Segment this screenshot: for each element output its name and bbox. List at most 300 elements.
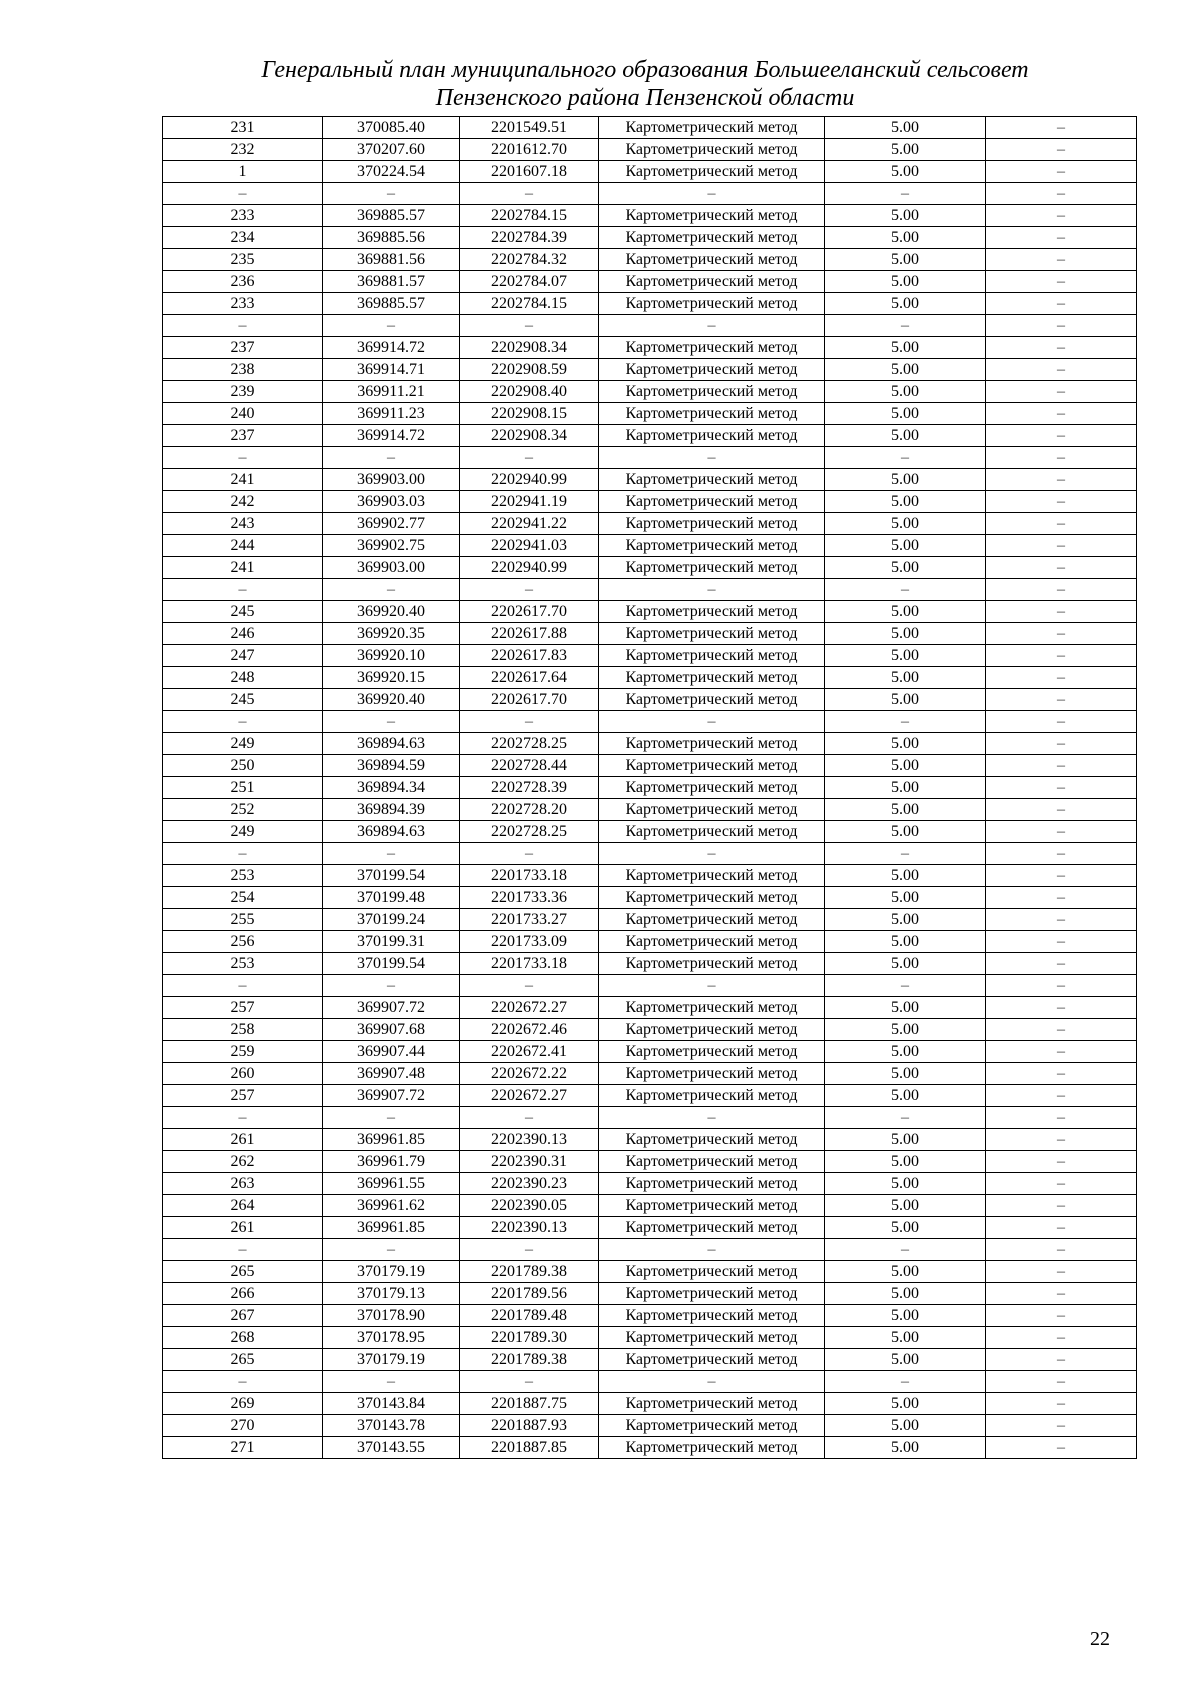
point-number-cell: 238 <box>163 359 323 381</box>
method-cell: Картометрический метод <box>599 1129 825 1151</box>
method-cell: Картометрический метод <box>599 645 825 667</box>
description-cell: – <box>986 579 1137 601</box>
point-number-cell: 261 <box>163 1217 323 1239</box>
x-coordinate-cell: 370143.78 <box>323 1415 460 1437</box>
table-row <box>163 1305 1137 1327</box>
point-number-cell: – <box>163 1371 323 1393</box>
table-row <box>163 1129 1137 1151</box>
table-row <box>163 645 1137 667</box>
method-cell: – <box>599 711 825 733</box>
table-row <box>163 711 1137 733</box>
description-cell: – <box>986 381 1137 403</box>
table-row <box>163 447 1137 469</box>
y-coordinate-cell: – <box>460 1371 599 1393</box>
point-number-cell: 251 <box>163 777 323 799</box>
description-cell: – <box>986 1305 1137 1327</box>
point-number-cell: 265 <box>163 1261 323 1283</box>
table-row <box>163 799 1137 821</box>
description-cell: – <box>986 623 1137 645</box>
accuracy-cell: 5.00 <box>825 491 986 513</box>
accuracy-cell: 5.00 <box>825 931 986 953</box>
y-coordinate-cell: 2202941.03 <box>460 535 599 557</box>
accuracy-cell: 5.00 <box>825 381 986 403</box>
accuracy-cell: 5.00 <box>825 623 986 645</box>
description-cell: – <box>986 1349 1137 1371</box>
x-coordinate-cell: 369894.63 <box>323 821 460 843</box>
method-cell: Картометрический метод <box>599 1327 825 1349</box>
method-cell: Картометрический метод <box>599 755 825 777</box>
x-coordinate-cell: – <box>323 183 460 205</box>
table-row <box>163 1327 1137 1349</box>
accuracy-cell: 5.00 <box>825 601 986 623</box>
description-cell: – <box>986 557 1137 579</box>
table-row <box>163 887 1137 909</box>
method-cell: Картометрический метод <box>599 557 825 579</box>
method-cell: Картометрический метод <box>599 777 825 799</box>
point-number-cell: – <box>163 711 323 733</box>
y-coordinate-cell: – <box>460 315 599 337</box>
y-coordinate-cell: 2201887.85 <box>460 1437 599 1459</box>
accuracy-cell: 5.00 <box>825 425 986 447</box>
table-row <box>163 601 1137 623</box>
y-coordinate-cell: 2202784.15 <box>460 293 599 315</box>
y-coordinate-cell: 2202390.31 <box>460 1151 599 1173</box>
table-row <box>163 909 1137 931</box>
method-cell: Картометрический метод <box>599 997 825 1019</box>
point-number-cell: 248 <box>163 667 323 689</box>
y-coordinate-cell: 2202617.88 <box>460 623 599 645</box>
table-row <box>163 1371 1137 1393</box>
table-row <box>163 1393 1137 1415</box>
point-number-cell: 255 <box>163 909 323 931</box>
x-coordinate-cell: 369885.57 <box>323 205 460 227</box>
y-coordinate-cell: 2202390.23 <box>460 1173 599 1195</box>
table-row <box>163 1151 1137 1173</box>
point-number-cell: 233 <box>163 205 323 227</box>
method-cell: Картометрический метод <box>599 887 825 909</box>
x-coordinate-cell: 370199.24 <box>323 909 460 931</box>
x-coordinate-cell: 370085.40 <box>323 117 460 139</box>
description-cell: – <box>986 953 1137 975</box>
y-coordinate-cell: 2202940.99 <box>460 469 599 491</box>
y-coordinate-cell: 2201612.70 <box>460 139 599 161</box>
point-number-cell: 236 <box>163 271 323 293</box>
accuracy-cell: 5.00 <box>825 909 986 931</box>
x-coordinate-cell: 370207.60 <box>323 139 460 161</box>
x-coordinate-cell: 370143.84 <box>323 1393 460 1415</box>
x-coordinate-cell: 369907.72 <box>323 1085 460 1107</box>
description-cell: – <box>986 975 1137 997</box>
x-coordinate-cell: – <box>323 579 460 601</box>
accuracy-cell: 5.00 <box>825 403 986 425</box>
description-cell: – <box>986 865 1137 887</box>
accuracy-cell: 5.00 <box>825 1261 986 1283</box>
accuracy-cell: – <box>825 315 986 337</box>
description-cell: – <box>986 1063 1137 1085</box>
accuracy-cell: 5.00 <box>825 667 986 689</box>
x-coordinate-cell: – <box>323 843 460 865</box>
table-row <box>163 667 1137 689</box>
accuracy-cell: 5.00 <box>825 337 986 359</box>
description-cell: – <box>986 447 1137 469</box>
method-cell: Картометрический метод <box>599 909 825 931</box>
x-coordinate-cell: 369920.15 <box>323 667 460 689</box>
table-row <box>163 183 1137 205</box>
x-coordinate-cell: 369903.00 <box>323 469 460 491</box>
table-row <box>163 733 1137 755</box>
point-number-cell: 253 <box>163 865 323 887</box>
table-row <box>163 1107 1137 1129</box>
description-cell: – <box>986 1019 1137 1041</box>
y-coordinate-cell: 2202784.15 <box>460 205 599 227</box>
point-number-cell: 250 <box>163 755 323 777</box>
accuracy-cell: 5.00 <box>825 645 986 667</box>
table-row <box>163 249 1137 271</box>
table-row <box>163 1063 1137 1085</box>
point-number-cell: – <box>163 579 323 601</box>
method-cell: Картометрический метод <box>599 469 825 491</box>
table-row <box>163 139 1137 161</box>
table-row <box>163 821 1137 843</box>
point-number-cell: 237 <box>163 337 323 359</box>
method-cell: Картометрический метод <box>599 689 825 711</box>
accuracy-cell: 5.00 <box>825 777 986 799</box>
accuracy-cell: 5.00 <box>825 1041 986 1063</box>
method-cell: Картометрический метод <box>599 381 825 403</box>
description-cell: – <box>986 755 1137 777</box>
point-number-cell: – <box>163 315 323 337</box>
description-cell: – <box>986 909 1137 931</box>
accuracy-cell: 5.00 <box>825 953 986 975</box>
accuracy-cell: 5.00 <box>825 1327 986 1349</box>
accuracy-cell: 5.00 <box>825 1415 986 1437</box>
table-row <box>163 1217 1137 1239</box>
accuracy-cell: 5.00 <box>825 359 986 381</box>
accuracy-cell: 5.00 <box>825 1195 986 1217</box>
point-number-cell: 264 <box>163 1195 323 1217</box>
point-number-cell: 265 <box>163 1349 323 1371</box>
y-coordinate-cell: 2201733.09 <box>460 931 599 953</box>
y-coordinate-cell: 2201733.27 <box>460 909 599 931</box>
method-cell: Картометрический метод <box>599 953 825 975</box>
point-number-cell: 239 <box>163 381 323 403</box>
x-coordinate-cell: 369894.39 <box>323 799 460 821</box>
y-coordinate-cell: 2202672.27 <box>460 1085 599 1107</box>
point-number-cell: 241 <box>163 469 323 491</box>
accuracy-cell: – <box>825 843 986 865</box>
y-coordinate-cell: 2202908.34 <box>460 337 599 359</box>
x-coordinate-cell: 369907.48 <box>323 1063 460 1085</box>
y-coordinate-cell: 2201887.93 <box>460 1415 599 1437</box>
x-coordinate-cell: 370199.54 <box>323 953 460 975</box>
accuracy-cell: 5.00 <box>825 1019 986 1041</box>
point-number-cell: 257 <box>163 997 323 1019</box>
x-coordinate-cell: 369907.72 <box>323 997 460 1019</box>
description-cell: – <box>986 1239 1137 1261</box>
point-number-cell: – <box>163 843 323 865</box>
description-cell: – <box>986 887 1137 909</box>
description-cell: – <box>986 1129 1137 1151</box>
x-coordinate-cell: 370178.90 <box>323 1305 460 1327</box>
method-cell: – <box>599 1107 825 1129</box>
y-coordinate-cell: – <box>460 447 599 469</box>
description-cell: – <box>986 293 1137 315</box>
description-cell: – <box>986 117 1137 139</box>
description-cell: – <box>986 1107 1137 1129</box>
x-coordinate-cell: 370199.48 <box>323 887 460 909</box>
accuracy-cell: 5.00 <box>825 227 986 249</box>
accuracy-cell: 5.00 <box>825 1085 986 1107</box>
point-number-cell: 241 <box>163 557 323 579</box>
description-cell: – <box>986 1283 1137 1305</box>
y-coordinate-cell: 2202941.19 <box>460 491 599 513</box>
method-cell: Картометрический метод <box>599 1349 825 1371</box>
table-row <box>163 623 1137 645</box>
y-coordinate-cell: 2202617.64 <box>460 667 599 689</box>
point-number-cell: 254 <box>163 887 323 909</box>
point-number-cell: 240 <box>163 403 323 425</box>
y-coordinate-cell: 2202617.70 <box>460 689 599 711</box>
description-cell: – <box>986 271 1137 293</box>
page-number: 22 <box>1090 1628 1110 1650</box>
y-coordinate-cell: 2202941.22 <box>460 513 599 535</box>
table-row <box>163 1261 1137 1283</box>
method-cell: Картометрический метод <box>599 359 825 381</box>
method-cell: Картометрический метод <box>599 1195 825 1217</box>
y-coordinate-cell: 2202728.25 <box>460 821 599 843</box>
y-coordinate-cell: – <box>460 183 599 205</box>
y-coordinate-cell: – <box>460 579 599 601</box>
accuracy-cell: – <box>825 447 986 469</box>
method-cell: Картометрический метод <box>599 1085 825 1107</box>
accuracy-cell: 5.00 <box>825 887 986 909</box>
x-coordinate-cell: – <box>323 1107 460 1129</box>
table-row <box>163 755 1137 777</box>
y-coordinate-cell: – <box>460 975 599 997</box>
y-coordinate-cell: 2202784.32 <box>460 249 599 271</box>
method-cell: Картометрический метод <box>599 931 825 953</box>
table-row <box>163 161 1137 183</box>
table-row <box>163 1283 1137 1305</box>
x-coordinate-cell: 369920.40 <box>323 601 460 623</box>
accuracy-cell: – <box>825 1371 986 1393</box>
y-coordinate-cell: 2201887.75 <box>460 1393 599 1415</box>
table-row <box>163 359 1137 381</box>
point-number-cell: 259 <box>163 1041 323 1063</box>
description-cell: – <box>986 227 1137 249</box>
table-row <box>163 205 1137 227</box>
method-cell: Картометрический метод <box>599 337 825 359</box>
description-cell: – <box>986 1371 1137 1393</box>
x-coordinate-cell: 369894.63 <box>323 733 460 755</box>
method-cell: – <box>599 843 825 865</box>
method-cell: Картометрический метод <box>599 1415 825 1437</box>
method-cell: Картометрический метод <box>599 161 825 183</box>
description-cell: – <box>986 1151 1137 1173</box>
accuracy-cell: 5.00 <box>825 1349 986 1371</box>
table-row <box>163 865 1137 887</box>
x-coordinate-cell: 370179.13 <box>323 1283 460 1305</box>
method-cell: – <box>599 975 825 997</box>
description-cell: – <box>986 403 1137 425</box>
y-coordinate-cell: 2202728.44 <box>460 755 599 777</box>
point-number-cell: – <box>163 1239 323 1261</box>
x-coordinate-cell: 369894.59 <box>323 755 460 777</box>
method-cell: Картометрический метод <box>599 865 825 887</box>
x-coordinate-cell: 369961.85 <box>323 1217 460 1239</box>
x-coordinate-cell: – <box>323 447 460 469</box>
y-coordinate-cell: 2201733.36 <box>460 887 599 909</box>
accuracy-cell: – <box>825 579 986 601</box>
coordinates-table <box>162 116 1137 1459</box>
accuracy-cell: 5.00 <box>825 755 986 777</box>
point-number-cell: 271 <box>163 1437 323 1459</box>
y-coordinate-cell: 2202617.70 <box>460 601 599 623</box>
accuracy-cell: 5.00 <box>825 1151 986 1173</box>
x-coordinate-cell: 369914.71 <box>323 359 460 381</box>
description-cell: – <box>986 1217 1137 1239</box>
x-coordinate-cell: 370179.19 <box>323 1261 460 1283</box>
x-coordinate-cell: 370143.55 <box>323 1437 460 1459</box>
description-cell: – <box>986 491 1137 513</box>
point-number-cell: 270 <box>163 1415 323 1437</box>
accuracy-cell: 5.00 <box>825 821 986 843</box>
point-number-cell: 266 <box>163 1283 323 1305</box>
point-number-cell: 249 <box>163 733 323 755</box>
description-cell: – <box>986 425 1137 447</box>
table-row <box>163 953 1137 975</box>
document-header <box>160 56 1130 112</box>
method-cell: Картометрический метод <box>599 1393 825 1415</box>
description-cell: – <box>986 1041 1137 1063</box>
table-row <box>163 557 1137 579</box>
method-cell: Картометрический метод <box>599 601 825 623</box>
method-cell: Картометрический метод <box>599 1437 825 1459</box>
y-coordinate-cell: 2202908.34 <box>460 425 599 447</box>
method-cell: Картометрический метод <box>599 139 825 161</box>
accuracy-cell: 5.00 <box>825 249 986 271</box>
point-number-cell: 231 <box>163 117 323 139</box>
description-cell: – <box>986 249 1137 271</box>
method-cell: Картометрический метод <box>599 1305 825 1327</box>
description-cell: – <box>986 931 1137 953</box>
method-cell: Картометрический метод <box>599 623 825 645</box>
table-row <box>163 337 1137 359</box>
point-number-cell: – <box>163 447 323 469</box>
accuracy-cell: 5.00 <box>825 1437 986 1459</box>
point-number-cell: 269 <box>163 1393 323 1415</box>
description-cell: – <box>986 359 1137 381</box>
point-number-cell: 245 <box>163 601 323 623</box>
table-row <box>163 1349 1137 1371</box>
x-coordinate-cell: 369885.56 <box>323 227 460 249</box>
accuracy-cell: 5.00 <box>825 513 986 535</box>
description-cell: – <box>986 645 1137 667</box>
x-coordinate-cell: 369920.10 <box>323 645 460 667</box>
table-row <box>163 689 1137 711</box>
description-cell: – <box>986 535 1137 557</box>
description-cell: – <box>986 733 1137 755</box>
table-row <box>163 403 1137 425</box>
y-coordinate-cell: 2202784.39 <box>460 227 599 249</box>
point-number-cell: 242 <box>163 491 323 513</box>
table-row <box>163 381 1137 403</box>
description-cell: – <box>986 821 1137 843</box>
method-cell: Картометрический метод <box>599 403 825 425</box>
table-row <box>163 579 1137 601</box>
table-row <box>163 315 1137 337</box>
method-cell: Картометрический метод <box>599 1173 825 1195</box>
x-coordinate-cell: 370179.19 <box>323 1349 460 1371</box>
accuracy-cell: 5.00 <box>825 997 986 1019</box>
point-number-cell: 252 <box>163 799 323 821</box>
method-cell: – <box>599 1239 825 1261</box>
y-coordinate-cell: 2202728.39 <box>460 777 599 799</box>
x-coordinate-cell: 369961.62 <box>323 1195 460 1217</box>
description-cell: – <box>986 337 1137 359</box>
y-coordinate-cell: – <box>460 711 599 733</box>
accuracy-cell: 5.00 <box>825 865 986 887</box>
description-cell: – <box>986 997 1137 1019</box>
accuracy-cell: 5.00 <box>825 1217 986 1239</box>
accuracy-cell: – <box>825 975 986 997</box>
y-coordinate-cell: 2202908.59 <box>460 359 599 381</box>
x-coordinate-cell: 369911.21 <box>323 381 460 403</box>
table-row <box>163 997 1137 1019</box>
table-row <box>163 227 1137 249</box>
table-row <box>163 535 1137 557</box>
point-number-cell: 258 <box>163 1019 323 1041</box>
y-coordinate-cell: 2201789.56 <box>460 1283 599 1305</box>
x-coordinate-cell: 369907.68 <box>323 1019 460 1041</box>
accuracy-cell: – <box>825 1239 986 1261</box>
y-coordinate-cell: 2202728.20 <box>460 799 599 821</box>
accuracy-cell: 5.00 <box>825 689 986 711</box>
description-cell: – <box>986 843 1137 865</box>
y-coordinate-cell: 2202617.83 <box>460 645 599 667</box>
accuracy-cell: 5.00 <box>825 205 986 227</box>
table-row <box>163 1239 1137 1261</box>
x-coordinate-cell: 370199.54 <box>323 865 460 887</box>
accuracy-cell: 5.00 <box>825 271 986 293</box>
accuracy-cell: 5.00 <box>825 117 986 139</box>
point-number-cell: – <box>163 183 323 205</box>
x-coordinate-cell: 369961.79 <box>323 1151 460 1173</box>
point-number-cell: 256 <box>163 931 323 953</box>
method-cell: Картометрический метод <box>599 1217 825 1239</box>
accuracy-cell: 5.00 <box>825 1063 986 1085</box>
table-row <box>163 1173 1137 1195</box>
method-cell: Картометрический метод <box>599 205 825 227</box>
point-number-cell: 253 <box>163 953 323 975</box>
x-coordinate-cell: 369961.85 <box>323 1129 460 1151</box>
x-coordinate-cell: 369907.44 <box>323 1041 460 1063</box>
accuracy-cell: 5.00 <box>825 1393 986 1415</box>
method-cell: Картометрический метод <box>599 271 825 293</box>
y-coordinate-cell: 2202908.15 <box>460 403 599 425</box>
description-cell: – <box>986 1261 1137 1283</box>
x-coordinate-cell: 369894.34 <box>323 777 460 799</box>
table-row <box>163 1041 1137 1063</box>
description-cell: – <box>986 777 1137 799</box>
description-cell: – <box>986 205 1137 227</box>
description-cell: – <box>986 667 1137 689</box>
table-row <box>163 293 1137 315</box>
point-number-cell: 260 <box>163 1063 323 1085</box>
method-cell: Картометрический метод <box>599 491 825 513</box>
x-coordinate-cell: 369902.75 <box>323 535 460 557</box>
description-cell: – <box>986 1327 1137 1349</box>
